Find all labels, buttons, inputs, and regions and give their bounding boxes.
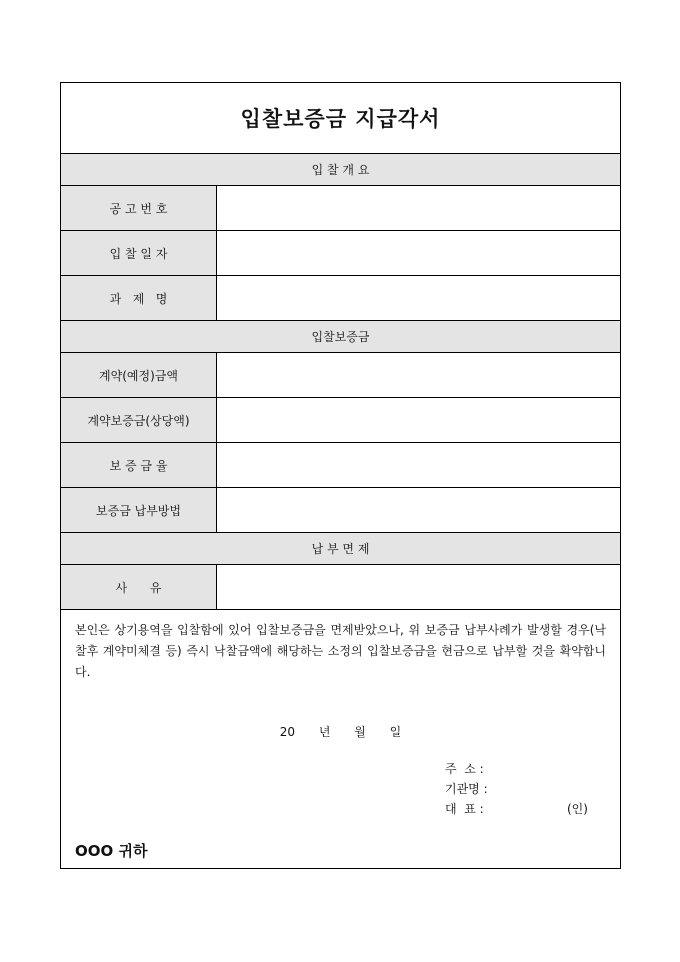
row-contract-deposit <box>61 398 620 443</box>
row-contract-amount <box>61 353 620 398</box>
contract-amount-label: 계약(예정)금액 <box>61 353 217 397</box>
section-payment-exemption: 납 부 면 제 <box>61 533 620 565</box>
date-year[interactable]: 20 <box>279 725 295 739</box>
commitment-statement: 본인은 상기용역을 입찰함에 있어 입찰보증금을 면제받았으나, 위 보증금 납부사례가 발생할 경우(낙찰후 계약미체결 등) 즉시 낙찰금액에 해당하는 소정의 입찰보증금을 현금으로 납부할 것을 확약합니다. <box>75 623 606 679</box>
project-name-label: 과 제 명 <box>61 276 217 320</box>
bid-date-label: 입 찰 일 자 <box>61 231 217 275</box>
seal-mark: (인) <box>567 802 588 816</box>
reason-field[interactable] <box>217 565 620 609</box>
section-bid-overview: 입 찰 개 요 <box>61 154 620 186</box>
section-bid-deposit: 입찰보증금 <box>61 321 620 353</box>
date-month-unit: 월 <box>354 725 366 739</box>
address-line[interactable] <box>445 760 484 777</box>
contract-deposit-field[interactable] <box>217 398 620 442</box>
organization-line[interactable] <box>445 780 488 797</box>
row-payment-method <box>61 488 620 533</box>
payment-method-label: 보증금 납부방법 <box>61 488 217 532</box>
address-label: 주 소 : <box>445 762 484 776</box>
payment-method-field[interactable] <box>217 488 620 532</box>
date-year-unit: 년 <box>318 725 331 739</box>
project-name-field[interactable] <box>217 276 620 320</box>
organization-label: 기관명 : <box>445 782 488 796</box>
date-day-unit: 일 <box>389 725 402 739</box>
contract-amount-field[interactable] <box>217 353 620 397</box>
row-project-name <box>61 276 620 321</box>
row-reason <box>61 565 620 610</box>
representative-label: 대 표 : <box>445 802 484 816</box>
notice-number-label: 공 고 번 호 <box>61 186 217 230</box>
reason-label: 사 유 <box>61 565 217 609</box>
recipient: OOO 귀하 <box>75 842 148 860</box>
row-notice-number <box>61 186 620 231</box>
contract-deposit-label: 계약보증금(상당액) <box>61 398 217 442</box>
row-deposit-rate <box>61 443 620 488</box>
representative-line[interactable] <box>445 800 484 817</box>
row-bid-date <box>61 231 620 276</box>
guarantee-form <box>60 82 621 869</box>
date-line <box>61 723 620 740</box>
notice-number-field[interactable] <box>217 186 620 230</box>
deposit-rate-field[interactable] <box>217 443 620 487</box>
form-title: 입찰보증금 지급각서 <box>61 83 620 154</box>
deposit-rate-label: 보 증 금 율 <box>61 443 217 487</box>
bid-date-field[interactable] <box>217 231 620 275</box>
